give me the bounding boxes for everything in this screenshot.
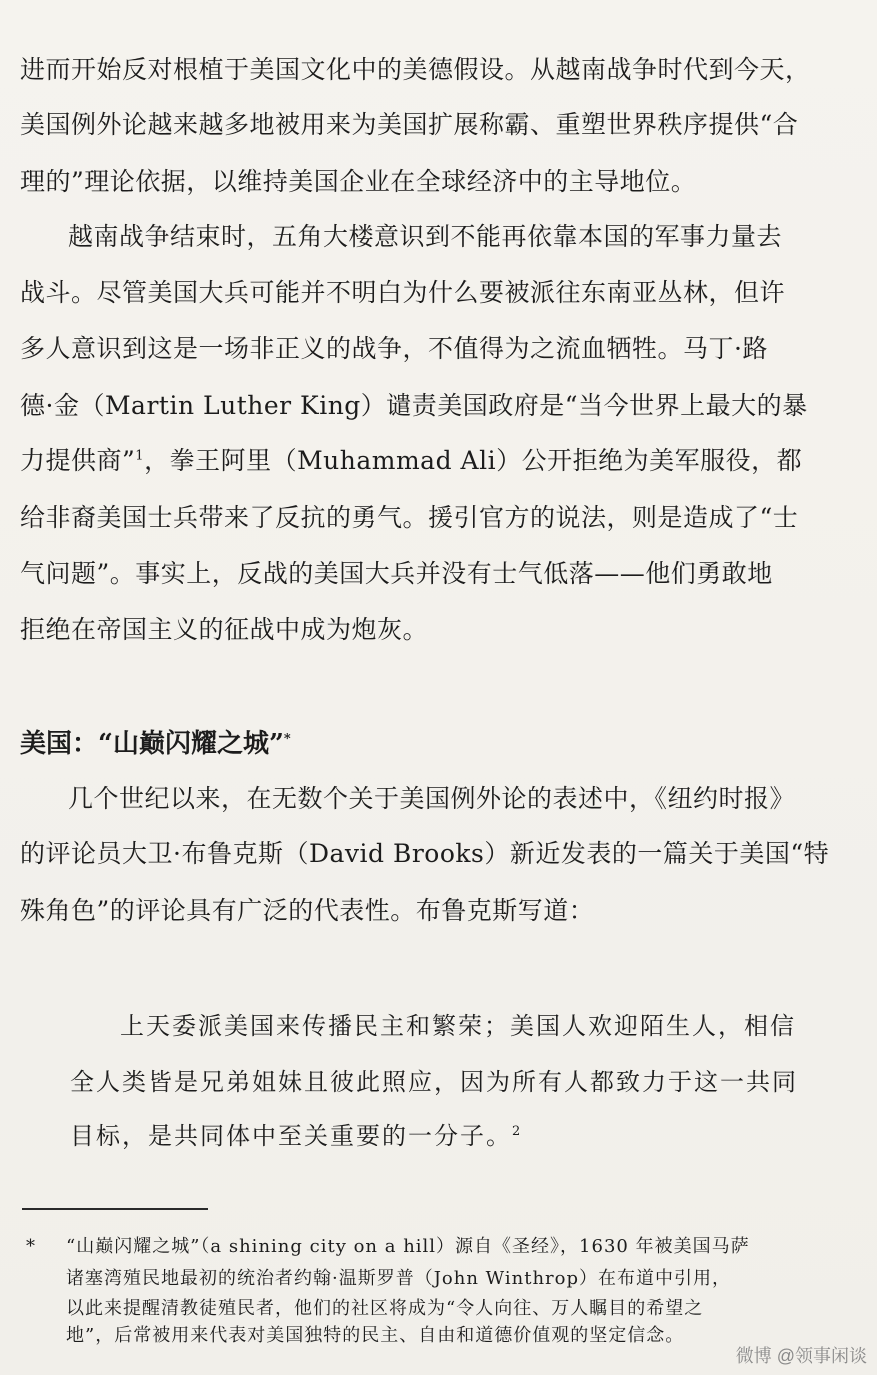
paragraph-2-line-8: 拒绝在帝国主义的征战中成为炮灰。 bbox=[20, 615, 429, 644]
paragraph-2-line-5 bbox=[20, 445, 858, 477]
section-heading-footnote-mark: * bbox=[283, 731, 291, 747]
footnote-line-2: 诸塞湾殖民地最初的统治者约翰·温斯罗普（John Winthrop）在布道中引用， bbox=[66, 1268, 732, 1289]
footnote-line-4: 地”，后常被用来代表对美国独特的民主、自由和道德价值观的坚定信念。 bbox=[66, 1325, 685, 1346]
footnote-mark: * bbox=[26, 1236, 35, 1257]
footnote-ref-2: 2 bbox=[512, 1124, 523, 1139]
quote-line-2: 全人类皆是兄弟姐妹且彼此照应，因为所有人都致力于这一共同 bbox=[70, 1068, 798, 1096]
paragraph-3-line-1: 几个世纪以来，在无数个关于美国例外论的表述中，《纽约时报》 bbox=[68, 784, 796, 813]
quote-line-3-text: 目标，是共同体中至关重要的一分子。 bbox=[70, 1122, 512, 1150]
paragraph-2-line-2: 战斗。尽管美国大兵可能并不明白为什么要被派往东南亚丛林，但许 bbox=[20, 278, 786, 307]
paragraph-1-line-2: 美国例外论越来越多地被用来为美国扩展称霸、重塑世界秩序提供“合 bbox=[20, 110, 799, 139]
paragraph-2-line-5-text-a: 力提供商” bbox=[20, 446, 136, 475]
paragraph-2-line-3: 多人意识到这是一场非正义的战争，不值得为之流血牺牲。马丁·路 bbox=[20, 334, 768, 363]
quote-line-3 bbox=[70, 1120, 840, 1152]
paragraph-2-line-7: 气问题”。事实上，反战的美国大兵并没有士气低落——他们勇敢地 bbox=[20, 559, 773, 588]
footnote-line-1: “山巅闪耀之城”（a shining city on a hill）源自《圣经》，1630 年被美国马萨 bbox=[66, 1236, 750, 1257]
section-heading bbox=[20, 727, 291, 761]
paragraph-2-line-6: 给非裔美国士兵带来了反抗的勇气。援引官方的说法，则是造成了“士 bbox=[20, 503, 799, 532]
paragraph-3-line-3: 殊角色”的评论具有广泛的代表性。布鲁克斯写道： bbox=[20, 896, 595, 925]
section-heading-text: 美国：“山巅闪耀之城” bbox=[20, 729, 284, 759]
footnote-divider bbox=[22, 1208, 208, 1210]
paragraph-1-line-3: 理的”理论依据，以维持美国企业在全球经济中的主导地位。 bbox=[20, 167, 697, 196]
paragraph-2-line-1: 越南战争结束时，五角大楼意识到不能再依靠本国的军事力量去 bbox=[68, 222, 783, 251]
footnote-ref-1: 1 bbox=[135, 448, 145, 464]
paragraph-2-line-5-text-b: ，拳王阿里（Muhammad Ali）公开拒绝为美军服役，都 bbox=[144, 446, 803, 475]
watermark: 微博 @领事闲谈 bbox=[735, 1346, 867, 1366]
paragraph-1-line-1: 进而开始反对根植于美国文化中的美德假设。从越南战争时代到今天， bbox=[20, 55, 811, 84]
footnote-line-3: 以此来提醒清教徒殖民者，他们的社区将成为“令人向往、万人瞩目的希望之 bbox=[66, 1298, 704, 1319]
paragraph-3-line-2: 的评论员大卫·布鲁克斯（David Brooks）新近发表的一篇关于美国“特 bbox=[20, 839, 830, 868]
paragraph-2-line-4: 德·金（Martin Luther King）谴责美国政府是“当今世界上最大的暴 bbox=[20, 391, 808, 420]
quote-line-1: 上天委派美国来传播民主和繁荣；美国人欢迎陌生人，相信 bbox=[120, 1012, 796, 1040]
